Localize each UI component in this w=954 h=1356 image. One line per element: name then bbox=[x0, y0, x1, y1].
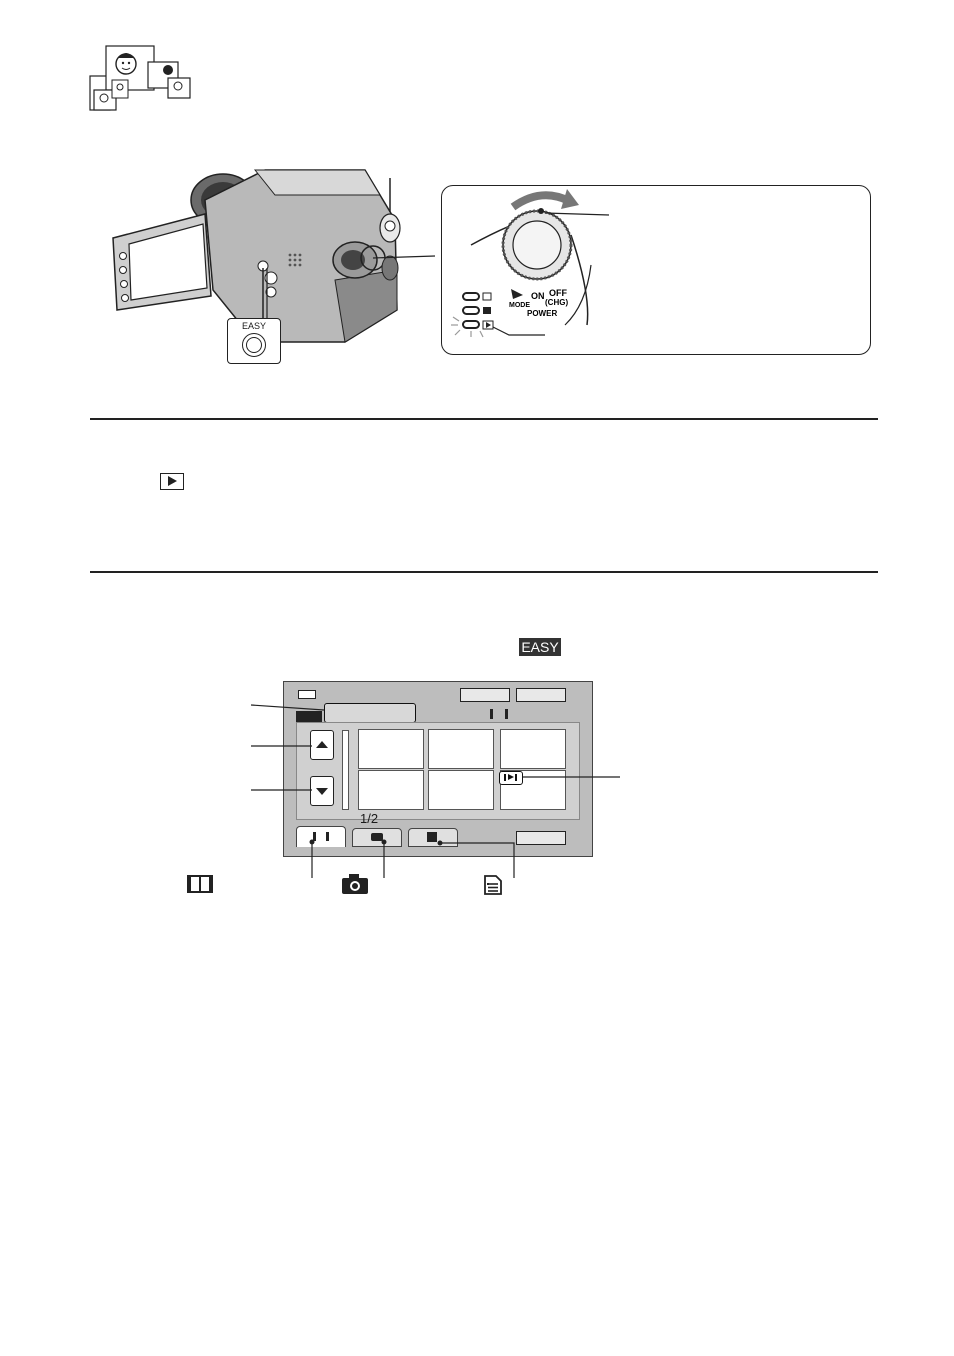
page-indicator: 1/2 bbox=[360, 811, 379, 826]
easy-badge-icon: EASY bbox=[519, 638, 561, 656]
switch-on-label: ON bbox=[531, 291, 545, 301]
legend-film-icon bbox=[187, 875, 213, 893]
legend-playlist-icon bbox=[483, 875, 503, 895]
switch-chg-label: (CHG) bbox=[545, 298, 569, 307]
easy-button-label: EASY bbox=[241, 321, 266, 331]
switch-off-label: OFF bbox=[549, 288, 567, 298]
switch-mode-label: MODE bbox=[509, 302, 530, 309]
switch-power-label: POWER bbox=[527, 309, 558, 318]
legend-camera-icon bbox=[341, 873, 369, 895]
